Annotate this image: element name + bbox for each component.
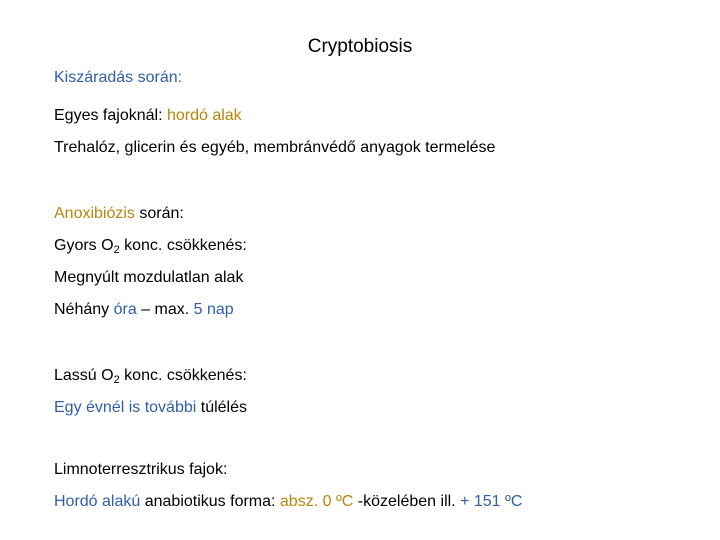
page-title: Cryptobiosis: [307, 36, 413, 57]
protective-substances-line: Trehalóz, glicerin és egyéb, membránvédő anyagok termelése: [54, 139, 496, 156]
long-survival-highlight: Egy évnél is további: [54, 399, 197, 416]
near-text: -közelében ill.: [353, 493, 461, 510]
duration-part-c: – max.: [136, 301, 194, 318]
desiccation-heading: Kiszáradás során:: [54, 69, 183, 86]
duration-hours: óra: [113, 301, 137, 318]
barrel-form-prefix: Egyes fajoknál:: [54, 107, 167, 124]
anabiotic-form-line: [54, 492, 522, 512]
long-survival-rest: túlélés: [196, 399, 248, 416]
elongated-form-line: Megnyúlt mozdulatlan alak: [54, 269, 244, 286]
anoxybiosis-heading-rest: során:: [134, 205, 184, 222]
anoxybiosis-heading: [54, 204, 184, 224]
barrel-shaped-term: Hordó alakú: [54, 493, 141, 510]
fast-o2-subscript: 2: [113, 244, 120, 256]
duration-days: 5 nap: [193, 301, 234, 318]
slow-o2-subscript: 2: [113, 374, 120, 386]
anoxybiosis-term: Anoxibiózis: [54, 205, 135, 222]
duration-line: [54, 300, 234, 320]
high-temperature-value: + 151 ºC: [460, 493, 523, 510]
fast-o2-decrease-line: [54, 236, 247, 256]
limnoterrestrial-heading: Limnoterresztrikus fajok:: [54, 461, 228, 478]
slow-o2-suffix: konc. csökkenés:: [119, 367, 247, 384]
slow-o2-decrease-line: [54, 366, 247, 386]
barrel-form-highlight: hordó alak: [166, 107, 242, 124]
absolute-zero-value: absz. 0 ºC: [279, 493, 354, 510]
slow-o2-prefix: Lassú O: [54, 367, 114, 384]
long-survival-line: [54, 398, 247, 418]
duration-part-a: Néhány: [54, 301, 114, 318]
fast-o2-prefix: Gyors O: [54, 237, 114, 254]
anabiotic-form-text: anabiotikus forma:: [140, 493, 280, 510]
fast-o2-suffix: konc. csökkenés:: [119, 237, 247, 254]
barrel-form-line: [54, 106, 242, 126]
